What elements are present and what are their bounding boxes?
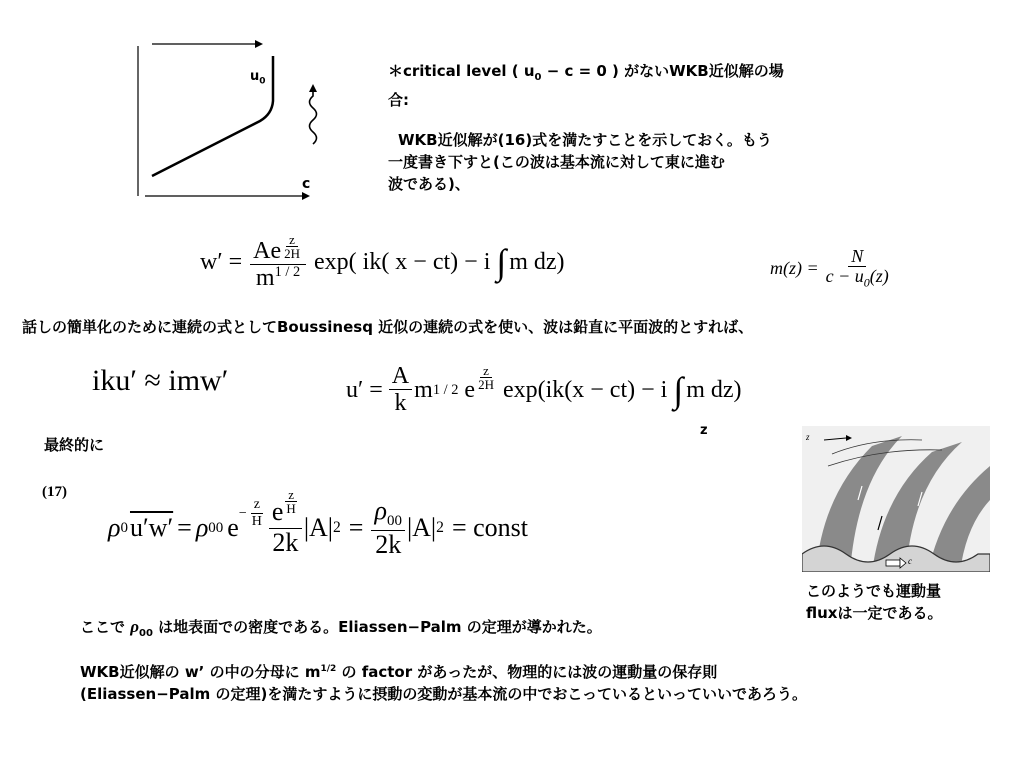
intro-para-line1: WKB近似解が(16)式を満たすことを示しておく。もう [398, 131, 772, 149]
eq17-e: e [227, 513, 239, 542]
rho-note-post: は地表面での密度である。Eliassen−Palm の定理が導かれた。 [152, 618, 602, 636]
eq17-frac1-exp-den: H [286, 501, 296, 517]
eq17-neg-frac [249, 498, 265, 529]
eq17-frac1-den: 2k [272, 528, 299, 558]
eq17-absA2: |A| [406, 513, 437, 542]
wave-figure-svg [802, 426, 990, 572]
eq-u-fraction [389, 364, 412, 417]
eq-u-integral: ∫ [673, 370, 684, 410]
eq17-frac1-exp-num: z [285, 488, 297, 503]
bottom-line1-sup: 1/2 [320, 664, 337, 674]
bottom-text [80, 658, 807, 705]
u0-sub: 0 [259, 76, 266, 87]
eq-u-tail: m dz) [686, 376, 742, 403]
eq-u-m-sup: 1 / 2 [432, 381, 459, 398]
eq-m-den-text: c − u [825, 265, 864, 286]
eq17-frac2-rho: ρ [374, 495, 387, 525]
intro-para-line3: 波である)、 [388, 175, 470, 193]
intro-line1-sub: 0 [534, 72, 542, 83]
wave-figure-z-label: z [806, 432, 810, 442]
eq-m-den-sub: 0 [863, 275, 870, 290]
eq17-rho0-sub: 0 [120, 519, 128, 536]
wave-figure-c-label: c [908, 556, 912, 566]
rho-note-pre: ここで [80, 618, 131, 636]
eq17-frac2-num [371, 497, 404, 531]
equation-17 [108, 478, 528, 578]
eq17-uw: u′w′ [129, 513, 174, 542]
rho-note-sym: ρ [130, 617, 139, 636]
eq17-eq3: = const [451, 513, 528, 542]
eq17-eq2: = [348, 513, 364, 542]
boussinesq-text: 話しの簡単化のために連続の式としてBoussinesq 近似の連続の式を使い、波は鉛直に平面波的とすれば、 [22, 318, 754, 336]
eq17-neg: − [238, 505, 247, 521]
equation-w [200, 222, 565, 302]
eq17-rho0: ρ [108, 513, 121, 542]
eq-u-exp [475, 364, 497, 393]
eq-w-num-text: Ae [253, 237, 282, 264]
eq17-frac2 [371, 497, 404, 560]
eq17-frac2-rho-sub: 00 [386, 512, 402, 529]
u0-label [250, 66, 266, 93]
stray-z: z [700, 423, 708, 438]
eq-u-m: m [414, 376, 433, 403]
figure-caption-line1: このようでも運動量 [806, 582, 942, 600]
intro-line1 [388, 60, 828, 89]
eq-u-den: k [394, 389, 407, 416]
eq-w-denominator [253, 265, 303, 291]
eq-u-lhs: u′ = [346, 376, 383, 403]
figure-caption [806, 580, 942, 624]
eq-w-integral: ∫ [496, 242, 507, 282]
eq17-eq1: = [177, 513, 192, 542]
equation-u [346, 350, 742, 430]
eq17-neg-num: z [251, 498, 263, 514]
bottom-line1-post: の factor があったが、物理的には波の運動量の保存則 [336, 663, 718, 681]
eq17-frac2-den: 2k [375, 529, 402, 559]
equation-m [770, 238, 892, 298]
intro-line2: 合: [388, 91, 409, 109]
eq-m-fraction [823, 247, 892, 290]
eq17-neg-den: H [251, 514, 262, 530]
eq-u-e: e [464, 376, 476, 403]
eq17-frac1-num [269, 486, 302, 530]
eq-w-den-sup: 1 / 2 [274, 263, 301, 280]
eq17-rho00: ρ [195, 513, 209, 542]
equation-iku: iku′ ≈ imw′ [92, 364, 229, 397]
eq17-frac1 [269, 486, 302, 558]
eq-w-rhs: exp( ik( x − ct) − i [314, 248, 491, 275]
intro-line1-post: − c = 0 ) がないWKB近似解の場 [541, 62, 784, 80]
eq-w-tail: m dz) [509, 248, 565, 275]
eq-u-exp-num: z [480, 364, 492, 379]
eq-u-exp-den: 2H [478, 377, 494, 393]
intro-para-line2: 一度書き下すと(この波は基本流に対して東に進む [388, 153, 725, 171]
rho-note [80, 616, 602, 645]
bottom-line1-pre: WKB近似解の w’ の中の分母に m [80, 663, 321, 681]
intro-text [388, 60, 828, 195]
eq17-neg-exp [239, 498, 265, 529]
eq-u-rhs: exp(ik(x − ct) − i [502, 376, 668, 403]
rho-note-sub: 00 [139, 628, 153, 639]
eq-m-den [823, 267, 892, 290]
eq-w-numerator [250, 233, 306, 265]
eq-m-lhs: m(z) = [770, 257, 819, 278]
eq-w-exp [281, 233, 303, 262]
bottom-line2: (Eliassen−Palm の定理)を満たすように摂動の変動が基本流の中でおこっているといっていいであろう。 [80, 685, 808, 703]
eq-w-exp-den: 2H [284, 246, 300, 262]
finally-label: 最終的に [44, 436, 105, 454]
eq17-absA: |A| [303, 513, 333, 542]
eq17-frac1-exp [283, 488, 298, 517]
profile-diagram [130, 36, 330, 206]
eq17-frac1-e: e [271, 496, 284, 526]
bottom-line1 [80, 658, 807, 683]
eq-w-lhs: w′ = [200, 248, 243, 275]
eq-w-den-text: m [255, 264, 275, 291]
eq-m-num: N [848, 247, 866, 267]
eq-m-den-tail: (z) [869, 265, 889, 286]
c-label: c [302, 176, 311, 192]
eq17-sq: 2 [333, 519, 341, 536]
wave-figure [802, 426, 990, 572]
profile-diagram-svg [130, 36, 330, 206]
eq17-rho00-sub: 00 [208, 519, 224, 536]
intro-line1-pre: ＊critical level ( u [388, 62, 535, 80]
eq-u-num: A [389, 364, 412, 390]
eq-17-label: (17) [42, 484, 67, 500]
eq-w-fraction [250, 233, 306, 292]
eq-w-exp-num: z [286, 233, 298, 248]
u0-text: u [250, 69, 260, 84]
eq17-sq2: 2 [436, 519, 444, 536]
figure-caption-line2: fluxは一定である。 [806, 604, 943, 622]
